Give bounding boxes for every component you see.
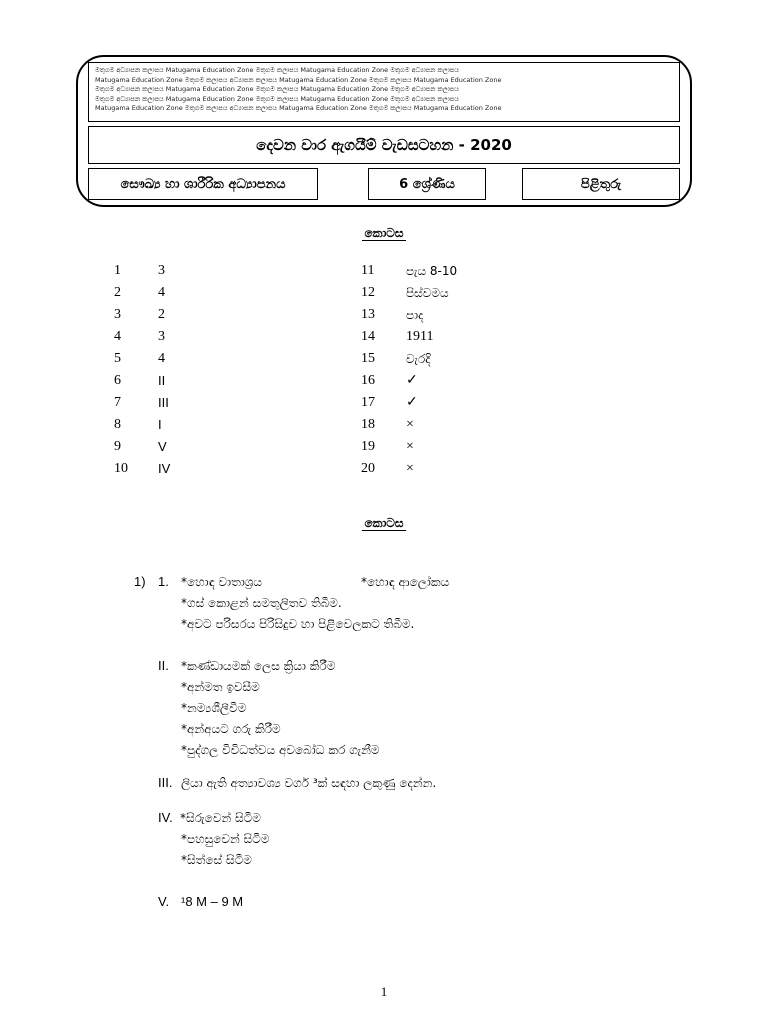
sub-question-label: V. (158, 894, 170, 909)
answer-line: ¹8 M – 9 M (181, 894, 244, 909)
watermark-line: මතුගම අධ්‍යාපන කලාපය Matugama Education Zone මතුගම කලාපය Matugama Education Zone මතුගම අධ්‍යාපන කලාපය (95, 94, 459, 103)
answer-number: 4 (114, 329, 121, 344)
sub-question-label: IV. (158, 810, 173, 825)
answer-number: 6 (114, 373, 121, 388)
answer-number: 8 (114, 417, 121, 432)
answer-line: *කණ්ඩායමක් ලෙස ක්‍රියා කිරීම (181, 659, 336, 673)
subject-label: සෞඛ්‍ය හා ශාරීරික අධ්‍යාපනය (88, 168, 318, 200)
watermark-line: Matugama Education Zone මතුගම කලාපය අධ්‍යාපන කලාපය Matugama Education Zone මතුගම කලාපය Matugama Education Zone (95, 75, 502, 84)
answer-value: 4 (158, 351, 165, 366)
page-number: 1 (380, 984, 388, 999)
answer-value: I (158, 417, 162, 432)
answer-number: 16 (361, 373, 375, 388)
answer-number: 9 (114, 439, 121, 454)
answer-number: 5 (114, 351, 121, 366)
answer-number: 17 (361, 395, 375, 410)
answers-label: පිළිතුරු (522, 168, 680, 200)
answer-number: 20 (361, 461, 375, 476)
part1-heading (0, 226, 768, 241)
answer-value: 1911 (406, 329, 434, 344)
cross-mark-icon: × (406, 417, 414, 432)
answer-value: V (158, 439, 167, 454)
answer-number: 3 (114, 307, 121, 322)
answer-number: 10 (114, 461, 128, 476)
answer-value: පිස්වමය (406, 286, 449, 300)
watermark-line: මතුගම අධ්‍යාපන කලාපය Matugama Education Zone මතුගම කලාපය Matugama Education Zone මතුගම අධ්‍යාපන කලාපය (95, 66, 459, 74)
answer-number: 12 (361, 285, 375, 300)
part1-heading-text: කොටස (364, 226, 404, 240)
answer-number: 14 (361, 329, 375, 344)
sub-question-label: 1. (158, 574, 169, 589)
answer-value: 4 (158, 285, 165, 300)
answer-value: 3 (158, 329, 165, 344)
grade-label: 6 ශ්‍රේණිය (368, 168, 486, 200)
watermark-line: Matugama Education Zone මතුගම කලාපය අධ්‍යාපන කලාපය Matugama Education Zone මතුගම කලාපය Matugama Education Zone (95, 104, 502, 113)
answer-line: *හොඳ වාතාශ්‍රය (181, 575, 262, 589)
answer-value: වැරදි (406, 352, 431, 366)
answer-value: පාද (406, 308, 424, 322)
answer-number: 2 (114, 285, 121, 300)
answer-number: 15 (361, 351, 375, 366)
answer-number: 19 (361, 439, 375, 454)
answer-line: *නම්‍යශීලීවීම (181, 701, 247, 715)
check-mark-icon: ✓ (406, 373, 418, 388)
paper-title: දෙවන වාර ඇගයීම් වැඩසටහන - 2020 (88, 126, 680, 164)
part2-heading-text: කොටස (364, 516, 404, 530)
question-number: 1) (134, 574, 146, 589)
part2-heading (0, 516, 768, 531)
answer-line: *සිරුවෙන් සිටීම (180, 811, 261, 825)
answer-number: 1 (114, 263, 121, 278)
answer-line: *අවට පරිසරය පිරිසිදුව හා පිළිවෙලකට තිබීම. (181, 617, 415, 631)
answer-number: 13 (361, 307, 375, 322)
answer-number: 11 (361, 263, 375, 278)
answer-value: පැය 8-10 (406, 264, 458, 278)
answer-value: II (158, 373, 166, 388)
answer-number: 7 (114, 395, 121, 410)
watermark-banner (88, 62, 680, 122)
answer-line: *පුද්ගල විවිධත්වය අවබෝධ කර ගැනීම (181, 743, 380, 757)
answer-line: *හොඳ ආලෝකය (361, 575, 450, 589)
check-mark-icon: ✓ (406, 395, 418, 410)
sub-question-label: II. (158, 658, 169, 673)
answer-line: ලියා ඇති අත්‍යාවශ්‍ය වර්ග ³ක් සඳහා ලකුණු දෙන්න. (181, 776, 437, 790)
cross-mark-icon: × (406, 439, 414, 454)
sub-question-label: III. (158, 775, 173, 790)
cross-mark-icon: × (406, 461, 414, 476)
answer-value: III (158, 395, 169, 410)
answer-number: 18 (361, 417, 375, 432)
answer-line: *සිත්සේ සිටීම (181, 853, 252, 867)
answer-value: IV (158, 461, 171, 476)
answer-line: *අන්අයට ගරු කිරීම (181, 722, 281, 736)
answer-line: *අන්මත ඉවසීම (181, 680, 260, 694)
watermark-line: මතුගම අධ්‍යාපන කලාපය Matugama Education Zone මතුගම කලාපය Matugama Education Zone මතුගම අධ්‍යාපන කලාපය (95, 85, 459, 94)
answer-line: *පහසුවෙන් සිටීම (181, 832, 270, 846)
answer-line: *ගස් කොළන් සමතුලිතව තිබීම. (181, 596, 342, 610)
answer-value: 3 (158, 263, 165, 278)
answer-value: 2 (158, 307, 165, 322)
